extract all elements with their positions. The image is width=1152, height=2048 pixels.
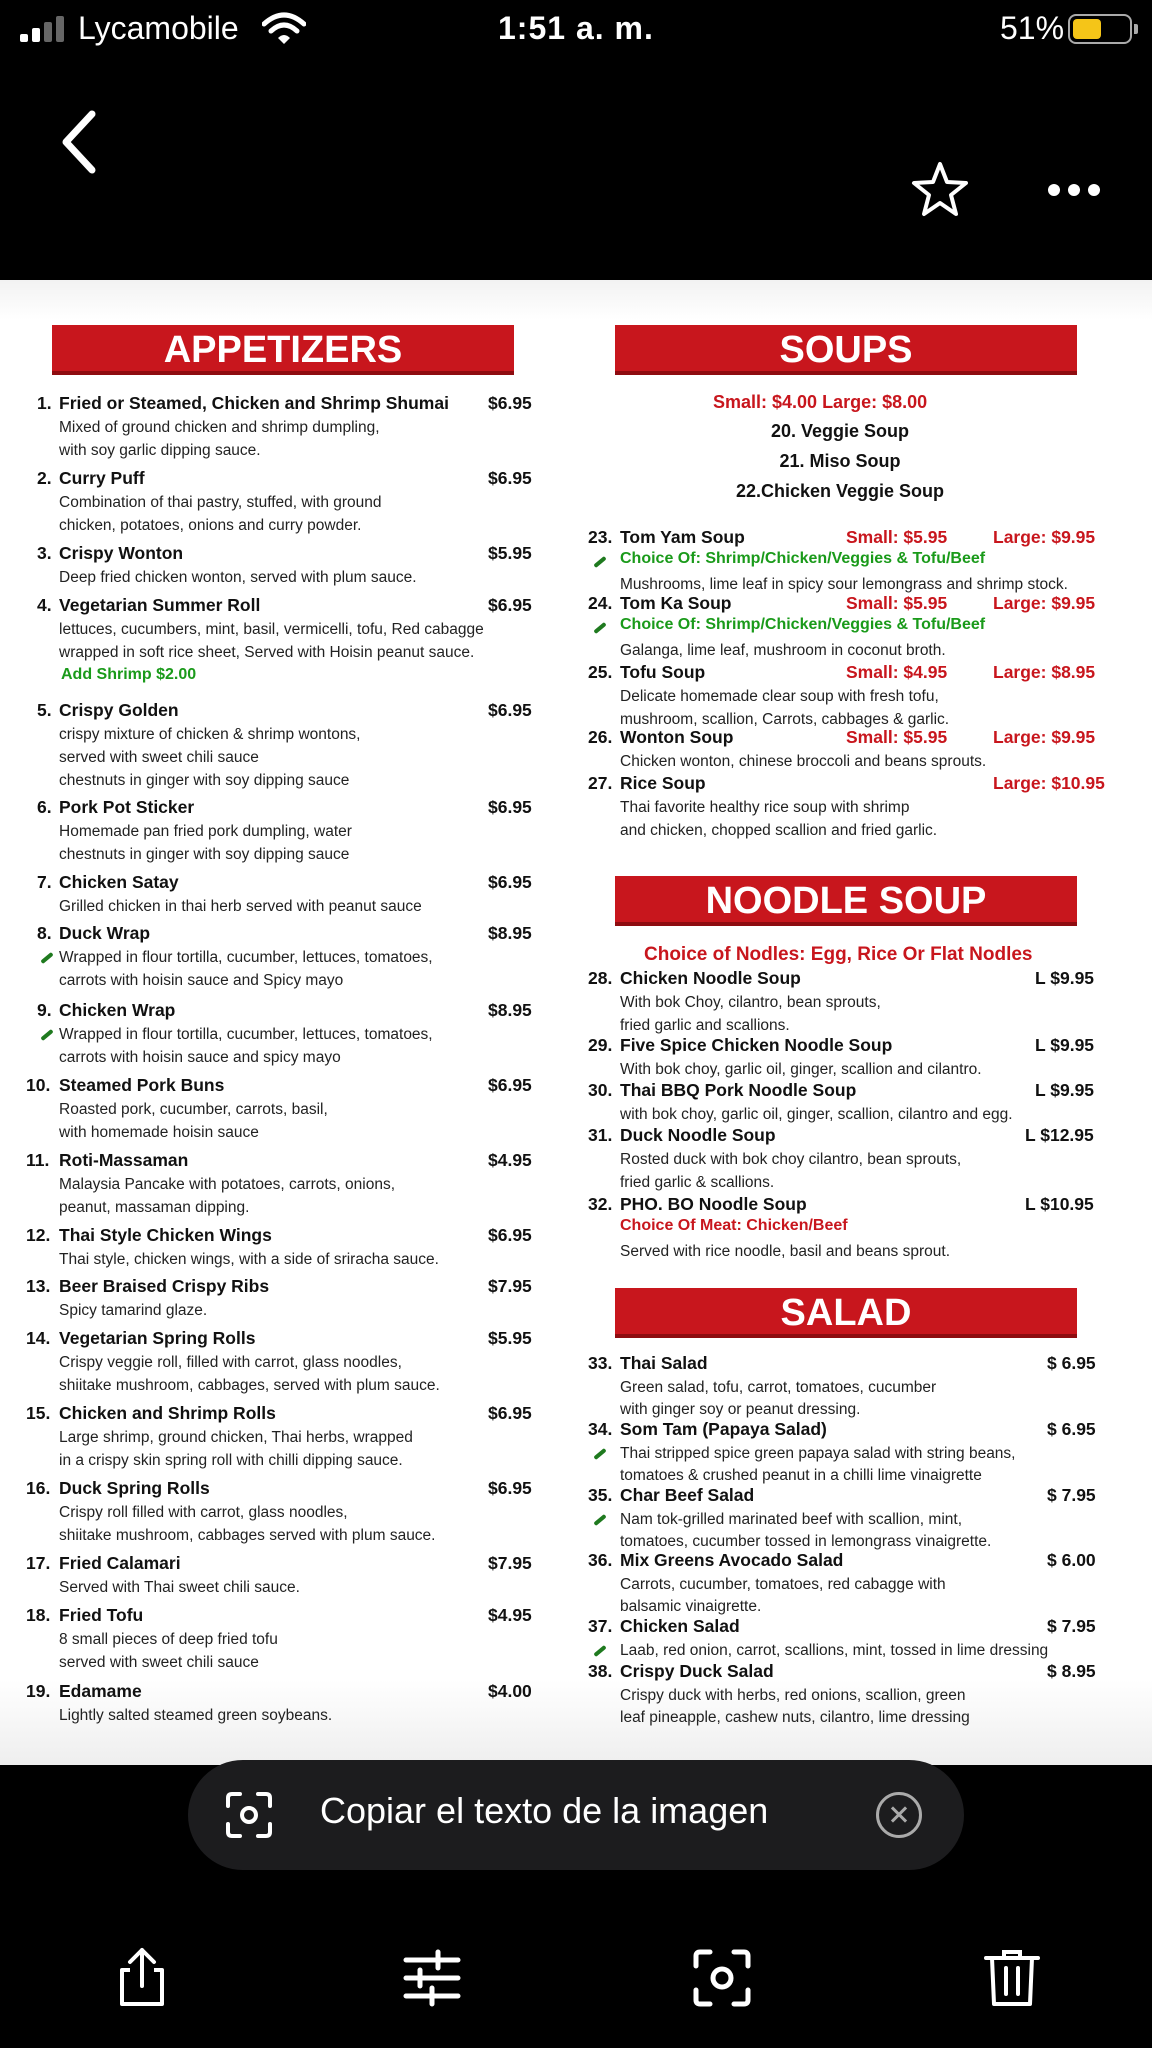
item-price: $8.95 <box>488 1000 532 1020</box>
item-price: L $10.95 <box>1025 1194 1094 1214</box>
item-name: Pork Pot Sticker <box>59 797 195 817</box>
item-description: Deep fried chicken wonton, served with plum sauce. <box>59 569 417 586</box>
item-number: 25. <box>588 662 613 682</box>
salad-title: SALAD <box>780 1292 912 1334</box>
item-number: 23. <box>588 527 613 547</box>
item-description: With bok Choy, cilantro, bean sprouts, <box>620 994 881 1011</box>
close-circle-icon[interactable] <box>876 1792 922 1838</box>
item-price: $4.95 <box>488 1605 532 1625</box>
protein-choice: Choice Of: Shrimp/Chicken/Veggies & Tofu/Beef <box>620 550 986 567</box>
item-name: Roti-Massaman <box>59 1150 189 1170</box>
item-description: tomatoes & crushed peanut in a chilli lime vinaigrette <box>620 1467 982 1484</box>
signal-strength-icon <box>20 16 66 42</box>
item-name: Wonton Soup <box>620 727 734 747</box>
chili-pepper-icon <box>591 1512 605 1526</box>
item-description: Mushrooms, lime leaf in spicy sour lemongrass and shrimp stock. <box>620 576 1068 593</box>
item-price: L $9.95 <box>1035 1080 1095 1100</box>
item-number: 2. <box>37 468 52 488</box>
item-name: Steamed Pork Buns <box>59 1075 225 1095</box>
item-description: fried garlic & scallions. <box>620 1174 775 1191</box>
soup-item: 20. Veggie Soup <box>770 421 910 441</box>
chili-pepper-icon <box>38 1027 52 1041</box>
item-number: 12. <box>26 1225 51 1245</box>
item-name: Chicken Wrap <box>59 1000 176 1020</box>
item-number: 18. <box>26 1605 51 1625</box>
item-name: Vegetarian Summer Roll <box>59 595 261 615</box>
visual-lookup-icon[interactable] <box>690 1946 754 2010</box>
chili-pepper-icon <box>591 554 605 568</box>
soup-item: 21. Miso Soup <box>779 451 901 471</box>
item-description: Crispy veggie roll, filled with carrot, glass noodles, <box>59 1354 402 1371</box>
large-price: Large: $9.95 <box>993 527 1096 547</box>
chili-pepper-icon <box>591 620 605 634</box>
item-price: $8.95 <box>488 923 532 943</box>
item-description: balsamic vinaigrette. <box>620 1598 762 1615</box>
item-description: Grilled chicken in thai herb served with peanut sauce <box>59 898 422 915</box>
item-price: L $9.95 <box>1035 1035 1095 1055</box>
item-price: $7.95 <box>488 1276 532 1296</box>
item-name: Duck Noodle Soup <box>620 1125 776 1145</box>
large-price: Large: $9.95 <box>993 727 1096 747</box>
item-name: Crispy Wonton <box>59 543 184 563</box>
small-price: Small: $5.95 <box>846 593 948 613</box>
item-name: Rice Soup <box>620 773 706 793</box>
item-description: crispy mixture of chicken & shrimp wontons, <box>59 726 361 743</box>
item-description: Served with rice noodle, basil and beans sprout. <box>620 1243 951 1260</box>
item-name: Edamame <box>59 1681 142 1701</box>
item-description: Homemade pan fried pork dumpling, water <box>59 823 352 840</box>
item-description: Roasted pork, cucumber, carrots, basil, <box>59 1101 328 1118</box>
item-price: $ 6.95 <box>1047 1353 1096 1373</box>
item-description: Lightly salted steamed green soybeans. <box>59 1707 333 1724</box>
item-number: 24. <box>588 593 613 613</box>
large-price: Large: $9.95 <box>993 593 1096 613</box>
item-description: tomatoes, cucumber tossed in lemongrass vinaigrette. <box>620 1533 992 1550</box>
item-number: 16. <box>26 1478 51 1498</box>
item-description: served with sweet chili sauce <box>59 749 259 766</box>
battery-percentage: 51% <box>1000 10 1065 46</box>
item-price: $6.95 <box>488 1403 532 1423</box>
status-time: 1:51 a. m. <box>498 10 654 46</box>
carrier-name: Lycamobile <box>78 10 239 46</box>
salad-banner <box>615 1288 1077 1338</box>
item-name: Tofu Soup <box>620 662 706 682</box>
item-description: leaf pineapple, cashew nuts, cilantro, lime dressing <box>620 1709 970 1726</box>
item-description: shiitake mushroom, cabbages served with plum sauce. <box>59 1527 436 1544</box>
item-name: Som Tam (Papaya Salad) <box>620 1419 827 1439</box>
item-description: Crispy duck with herbs, red onions, scallion, green <box>620 1687 966 1704</box>
item-name: Chicken Salad <box>620 1616 740 1636</box>
item-name: Five Spice Chicken Noodle Soup <box>620 1035 893 1055</box>
item-number: 33. <box>588 1353 613 1373</box>
item-description: mushroom, scallion, Carrots, cabbages & garlic. <box>620 711 950 728</box>
item-description: carrots with hoisin sauce and spicy mayo <box>59 1049 341 1066</box>
item-price: $6.95 <box>488 468 532 488</box>
item-price: L $12.95 <box>1025 1125 1094 1145</box>
item-price: $6.95 <box>488 393 532 413</box>
item-name: Fried Calamari <box>59 1553 181 1573</box>
item-description: with ginger soy or peanut dressing. <box>620 1401 861 1418</box>
item-price: $6.95 <box>488 700 532 720</box>
chili-pepper-icon <box>38 950 52 964</box>
item-description: shiitake mushroom, cabbages, served with plum sauce. <box>59 1377 440 1394</box>
item-price: $5.95 <box>488 543 532 563</box>
item-price: $6.95 <box>488 797 532 817</box>
chili-pepper-icon <box>591 1643 605 1657</box>
item-number: 7. <box>37 872 52 892</box>
item-name: Chicken and Shrimp Rolls <box>59 1403 276 1423</box>
share-icon[interactable] <box>110 1946 174 2010</box>
item-price: $ 6.00 <box>1047 1550 1096 1570</box>
small-price: Small: $4.95 <box>846 662 948 682</box>
item-number: 13. <box>26 1276 51 1296</box>
item-name: Mix Greens Avocado Salad <box>620 1550 844 1570</box>
item-description: Rosted duck with bok choy cilantro, bean sprouts, <box>620 1151 962 1168</box>
item-description: Mixed of ground chicken and shrimp dumpling, <box>59 419 380 436</box>
soups-title: SOUPS <box>779 329 913 371</box>
item-description: Thai favorite healthy rice soup with shrimp <box>620 799 910 816</box>
item-description: Galanga, lime leaf, mushroom in coconut broth. <box>620 642 946 659</box>
noodle-soup-title: NOODLE SOUP <box>705 880 987 922</box>
small-price: Small: $5.95 <box>846 727 948 747</box>
large-price: Large: $8.95 <box>993 662 1096 682</box>
item-number: 37. <box>588 1616 613 1636</box>
wifi-icon <box>262 12 306 46</box>
item-number: 8. <box>37 923 52 943</box>
item-description: with bok choy, garlic oil, ginger, scallion, cilantro and egg. <box>620 1106 1013 1123</box>
item-number: 30. <box>588 1080 613 1100</box>
item-name: Thai Salad <box>620 1353 708 1373</box>
item-number: 4. <box>37 595 52 615</box>
item-description: chestnuts in ginger with soy dipping sauce <box>59 846 350 863</box>
item-name: Thai Style Chicken Wings <box>59 1225 272 1245</box>
item-number: 17. <box>26 1553 51 1573</box>
item-description: Thai stripped spice green papaya salad with string beans, <box>620 1445 1016 1462</box>
copy-text-label: Copiar el texto de la imagen <box>320 1790 769 1831</box>
soup-item: 22.Chicken Veggie Soup <box>735 481 945 501</box>
ellipsis-icon[interactable] <box>1048 180 1100 200</box>
protein-choice: Choice Of: Shrimp/Chicken/Veggies & Tofu/Beef <box>620 616 986 633</box>
noodle-soup-banner <box>615 876 1077 926</box>
item-description: fried garlic and scallions. <box>620 1017 790 1034</box>
item-price: $ 7.95 <box>1047 1485 1096 1505</box>
item-description: in a crispy skin spring roll with chilli dipping sauce. <box>59 1452 403 1469</box>
item-name: Tom Ka Soup <box>620 593 732 613</box>
item-description: with soy garlic dipping sauce. <box>59 442 261 459</box>
soups-size-prices: Small: $4.00 Large: $8.00 <box>713 392 928 412</box>
item-name: Beer Braised Crispy Ribs <box>59 1276 270 1296</box>
item-description: chicken, potatoes, onions and curry powder. <box>59 517 362 534</box>
item-description: Nam tok-grilled marinated beef with scallion, mint, <box>620 1511 962 1528</box>
item-number: 26. <box>588 727 613 747</box>
noodle-choice: Choice of Nodles: Egg, Rice Or Flat Nodles <box>644 944 1033 965</box>
item-description: wrapped in soft rice sheet, Served with Hoisin peanut sauce. <box>59 644 475 661</box>
item-description: Combination of thai pastry, stuffed, with ground <box>59 494 382 511</box>
bottom-toolbar <box>0 1900 1152 2048</box>
large-price: Large: $10.95 <box>993 773 1105 793</box>
item-name: Duck Spring Rolls <box>59 1478 210 1498</box>
appetizers-banner <box>52 325 514 375</box>
item-description: Thai style, chicken wings, with a side of sriracha sauce. <box>59 1251 439 1268</box>
text-scan-icon <box>224 1790 274 1840</box>
item-number: 5. <box>37 700 52 720</box>
item-number: 35. <box>588 1485 613 1505</box>
small-price: Small: $5.95 <box>846 527 948 547</box>
item-number: 34. <box>588 1419 613 1439</box>
item-name: Fried or Steamed, Chicken and Shrimp Shumai <box>59 393 449 413</box>
item-name: Thai BBQ Pork Noodle Soup <box>620 1080 857 1100</box>
item-description: lettuces, cucumbers, mint, basil, vermicelli, tofu, Red cabagge <box>59 621 484 638</box>
chevron-left-icon[interactable] <box>52 102 112 182</box>
item-number: 28. <box>588 968 613 988</box>
item-number: 1. <box>37 393 52 413</box>
item-name: Crispy Duck Salad <box>620 1661 774 1681</box>
item-name: PHO. BO Noodle Soup <box>620 1194 807 1214</box>
item-number: 38. <box>588 1661 613 1681</box>
item-price: $5.95 <box>488 1328 532 1348</box>
item-description: Served with Thai sweet chili sauce. <box>59 1579 300 1596</box>
item-name: Duck Wrap <box>59 923 151 943</box>
item-description: Wrapped in flour tortilla, cucumber, lettuces, tomatoes, <box>59 949 433 966</box>
item-name: Crispy Golden <box>59 700 179 720</box>
soups-banner <box>615 325 1077 375</box>
item-description: Large shrimp, ground chicken, Thai herbs, wrapped <box>59 1429 413 1446</box>
item-number: 29. <box>588 1035 613 1055</box>
item-number: 11. <box>26 1150 50 1170</box>
trash-icon[interactable] <box>980 1946 1044 2010</box>
item-description: and chicken, chopped scallion and fried garlic. <box>620 822 938 839</box>
item-description: Delicate homemade clear soup with fresh tofu, <box>620 688 939 705</box>
item-description: Malaysia Pancake with potatoes, carrots, onions, <box>59 1176 396 1193</box>
item-number: 3. <box>37 543 52 563</box>
item-number: 19. <box>26 1681 51 1701</box>
item-name: Curry Puff <box>59 468 145 488</box>
sliders-icon[interactable] <box>400 1946 464 2010</box>
item-description: carrots with hoisin sauce and Spicy mayo <box>59 972 344 989</box>
chili-pepper-icon <box>591 1446 605 1460</box>
star-icon[interactable] <box>910 160 970 220</box>
item-price: L $9.95 <box>1035 968 1095 988</box>
item-price: $6.95 <box>488 1478 532 1498</box>
item-price: $ 8.95 <box>1047 1661 1096 1681</box>
copy-text-button[interactable] <box>188 1760 964 1870</box>
item-description: chestnuts in ginger with soy dipping sauce <box>59 772 350 789</box>
item-name: Chicken Noodle Soup <box>620 968 801 988</box>
item-price: $6.95 <box>488 1075 532 1095</box>
battery-icon <box>1068 14 1132 44</box>
item-description: 8 small pieces of deep fried tofu <box>59 1631 278 1648</box>
item-description: peanut, massaman dipping. <box>59 1199 250 1216</box>
item-description: with homemade hoisin sauce <box>59 1124 259 1141</box>
item-description: Laab, red onion, carrot, scallions, mint, tossed in lime dressing <box>620 1642 1049 1659</box>
status-bar <box>0 0 1152 60</box>
item-number: 10. <box>26 1075 51 1095</box>
item-description: served with sweet chili sauce <box>59 1654 259 1671</box>
item-price: $6.95 <box>488 595 532 615</box>
item-price: $6.95 <box>488 1225 532 1245</box>
item-description: Carrots, cucumber, tomatoes, red cabagge with <box>620 1576 946 1593</box>
item-description: Chicken wonton, chinese broccoli and beans sprouts. <box>620 753 987 770</box>
item-number: 36. <box>588 1550 613 1570</box>
item-price: $4.95 <box>488 1150 532 1170</box>
item-price: $7.95 <box>488 1553 532 1573</box>
item-price: $ 7.95 <box>1047 1616 1096 1636</box>
item-price: $4.00 <box>488 1681 532 1701</box>
item-description: Green salad, tofu, carrot, tomatoes, cucumber <box>620 1379 937 1396</box>
item-name: Char Beef Salad <box>620 1485 755 1505</box>
item-number: 31. <box>588 1125 613 1145</box>
item-description: Crispy roll filled with carrot, glass noodles, <box>59 1504 348 1521</box>
item-name: Fried Tofu <box>59 1605 144 1625</box>
photo-nav-bar <box>0 60 1152 280</box>
item-description: Wrapped in flour tortilla, cucumber, lettuces, tomatoes, <box>59 1026 433 1043</box>
item-name: Vegetarian Spring Rolls <box>59 1328 256 1348</box>
item-number: 27. <box>588 773 613 793</box>
appetizers-title: APPETIZERS <box>163 329 403 371</box>
item-number: 9. <box>37 1000 52 1020</box>
item-number: 32. <box>588 1194 613 1214</box>
item-number: 6. <box>37 797 52 817</box>
item-description: With bok choy, garlic oil, ginger, scallion and cilantro. <box>620 1061 982 1078</box>
item-number: 14. <box>26 1328 51 1348</box>
item-description: Spicy tamarind glaze. <box>59 1302 208 1319</box>
menu-photo <box>0 280 1152 1765</box>
item-name: Tom Yam Soup <box>620 527 745 547</box>
item-price: $ 6.95 <box>1047 1419 1096 1439</box>
meat-choice: Choice Of Meat: Chicken/Beef <box>620 1217 848 1234</box>
item-name: Chicken Satay <box>59 872 179 892</box>
item-number: 15. <box>26 1403 51 1423</box>
item-price: $6.95 <box>488 872 532 892</box>
add-on-price: Add Shrimp $2.00 <box>61 666 197 683</box>
